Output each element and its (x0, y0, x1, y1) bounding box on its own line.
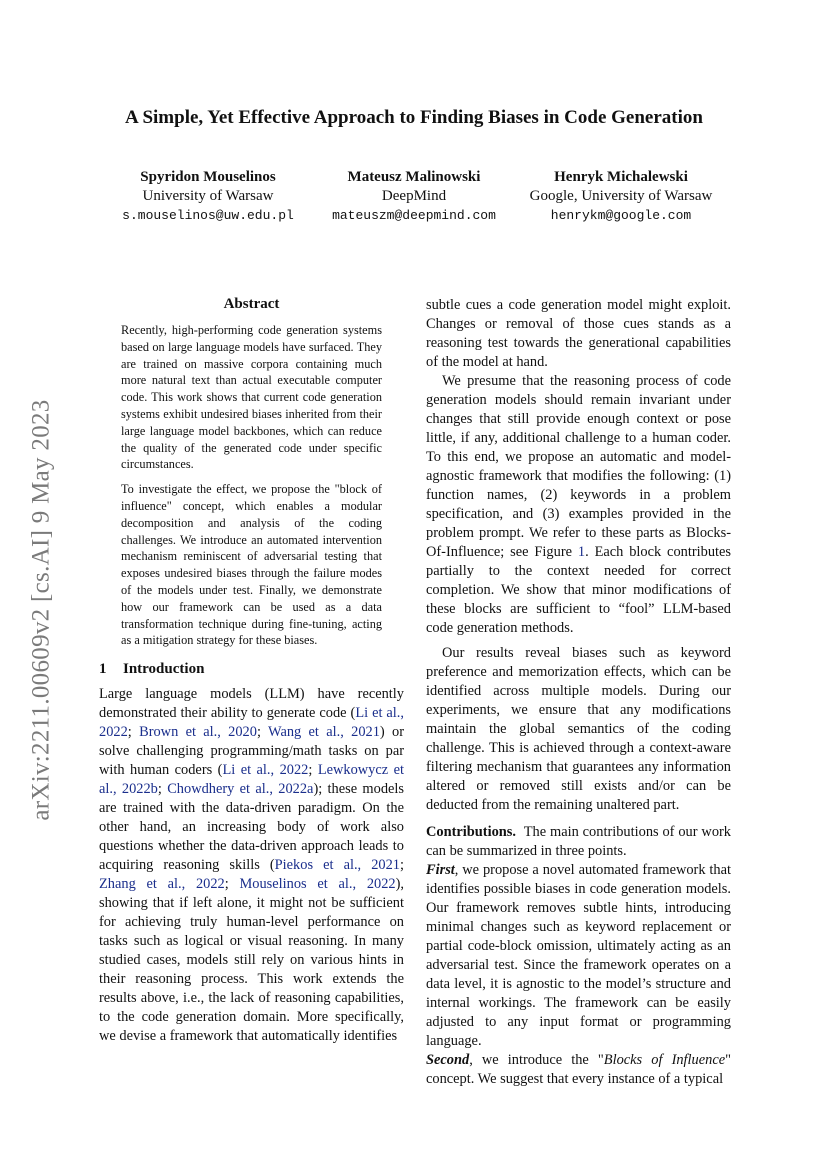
text: ; (157, 781, 168, 798)
text: ); these models are trained with the data-driven paradigm. On the other hand, an increasing body of work also questions whether the data-driven approach leads to acquiring reasoning skills ( (99, 781, 404, 874)
section-title: Introduction (123, 661, 205, 678)
intro-paragraph-1 (99, 685, 404, 1046)
abstract-paragraph-2: To investigate the effect, we propose the "block of influence" concept, which enables a modular decomposition and analysis of the coding challenges. We introduce an automated intervention mechanism reminiscent of adversarial testing that exposes undesired biases through the failure modes of the models under test. Finally, we demonstrate how our framework can be used as a data transformation technique during fine-tuning, acting as a mitigation strategy for these biases. (121, 482, 382, 648)
paragraph-second-contribution (426, 1051, 731, 1089)
citation-link[interactable]: Lewkowycz et al., 2022b (99, 762, 404, 798)
author-2 (318, 168, 510, 225)
author-affiliation: DeepMind (381, 188, 447, 204)
paragraph-continued: subtle cues a code generation model might exploit. Changes or removal of those cues stands as a reasoning test towards the generational capabilities of the model at hand. (426, 297, 731, 370)
author-name: Henryk Michalewski (554, 169, 688, 185)
author-email: s.mouselinos@uw.edu.pl (122, 208, 294, 223)
contribution-label: First (426, 862, 455, 878)
citation-link[interactable]: Li et al., 2022 (99, 705, 405, 741)
author-email: henrykm@google.com (550, 208, 692, 223)
citation-link[interactable]: Li et al., 2022 (222, 762, 309, 779)
citation-link[interactable]: Wang et al., 2021 (268, 724, 380, 741)
section-number: 1 (99, 661, 107, 678)
contribution-label: Second (426, 1052, 470, 1068)
text: ), showing that if left alone, it might not be sufficient for achieving truly human-level performance on tasks such as logical or visual reasoning. In many studied cases, models still rely on various hints in their reasoning process. This work extends the results above, i.e., the lack of reasoning capabilities, to the code generation domain. More specifically, we devise a framework that automatically identifies (99, 876, 404, 1045)
author-email: mateuszm@deepmind.com (332, 208, 496, 223)
paragraph-contributions (426, 823, 731, 861)
citation-link[interactable]: Chowdhery et al., 2022a (167, 781, 314, 798)
right-column (426, 296, 731, 1089)
text: Large language models (LLM) have recently demonstrated their ability to generate code ( (99, 686, 404, 722)
author-1 (100, 168, 316, 225)
author-affiliation: University of Warsaw (142, 188, 274, 204)
text: ; (224, 876, 240, 893)
paragraph-heading: Contributions. (426, 824, 516, 840)
author-name: Spyridon Mouselinos (140, 169, 276, 185)
paper-title: A Simple, Yet Effective Approach to Finding Biases in Code Generation (125, 107, 703, 128)
text: ; (308, 762, 318, 779)
text: The main contributions of our work can be summarized in three points. (426, 824, 732, 859)
emphasis: Blocks of Influence (603, 1052, 726, 1068)
abstract-paragraph-1: Recently, high-performing code generation systems based on large language models have surfaced. They are trained on massive corpora containing much more natural text than actual executable computer code. This work shows that current code generation systems exhibit undesired biases inherited from their large language model backbones, which can reduce the quality of the generated code under specific circumstances. (121, 323, 382, 472)
text: ; (256, 724, 269, 741)
text: ) or solve challenging programming/math tasks on par with human coders ( (99, 724, 404, 779)
citation-link[interactable]: Piekos et al., 2021 (274, 857, 400, 874)
section-heading-introduction (99, 661, 404, 678)
paragraph-first-contribution (426, 861, 731, 1051)
left-column (99, 296, 404, 1046)
author-3 (512, 168, 730, 225)
citation-link[interactable]: Zhang et al., 2022 (99, 876, 225, 893)
text: ; (400, 857, 404, 874)
text: , we propose a novel automated framework that identifies possible biases in code generation models. Our framework removes subtle hints, introducing minimal changes such as keyword replacement or partial code-block omission, ultimately acting as an adversarial test. Since the framework operates on a data level, it is agnostic to the model’s structure and internal workings. The framework can be easily adjusted to any input format or programming language. (426, 862, 731, 1049)
text: ; (127, 724, 140, 741)
author-affiliation: Google, University of Warsaw (529, 188, 713, 204)
paragraph-results: Our results reveal biases such as keyword preference and memorization effects, which can be identified across multiple models. During our experiments, we ensure that any modifications maintain the global semantics of the coding challenge. This is achieved through a context-aware filtering mechanism that guarantees any information altered or removed still exists and/or can be deducted from the remaining unaltered part. (426, 645, 731, 813)
citation-link[interactable]: Mouselinos et al., 2022 (239, 876, 396, 893)
text: We presume that the reasoning process of code generation models should remain invariant under changes that still provide enough context or pose little, if any, additional challenge to a human coder. To this end, we propose an automatic and model-agnostic framework that modifies the following: (1) function names, (2) keywords in a problem specification, and (3) examples provided in the problem prompt. We refer to these parts as Blocks-Of-Influence; see Figure (426, 373, 731, 560)
figure-link[interactable]: 1 (577, 544, 586, 560)
abstract-heading: Abstract (223, 296, 280, 312)
paragraph-blocks-of-influence (426, 372, 731, 638)
author-name: Mateusz Malinowski (347, 169, 481, 185)
text: " concept. We suggest that every instance of a typical (426, 1052, 731, 1087)
citation-link[interactable]: Brown et al., 2020 (139, 724, 257, 741)
arxiv-identifier: arXiv:2211.00609v2 [cs.AI] 9 May 2023 (28, 399, 56, 821)
text: . Each block contributes partially to the context needed for correct completion. We show that minor modifications of these blocks are sufficient to “fool” LLM-based code generation methods. (426, 544, 731, 636)
text: , we introduce the " (469, 1052, 604, 1068)
